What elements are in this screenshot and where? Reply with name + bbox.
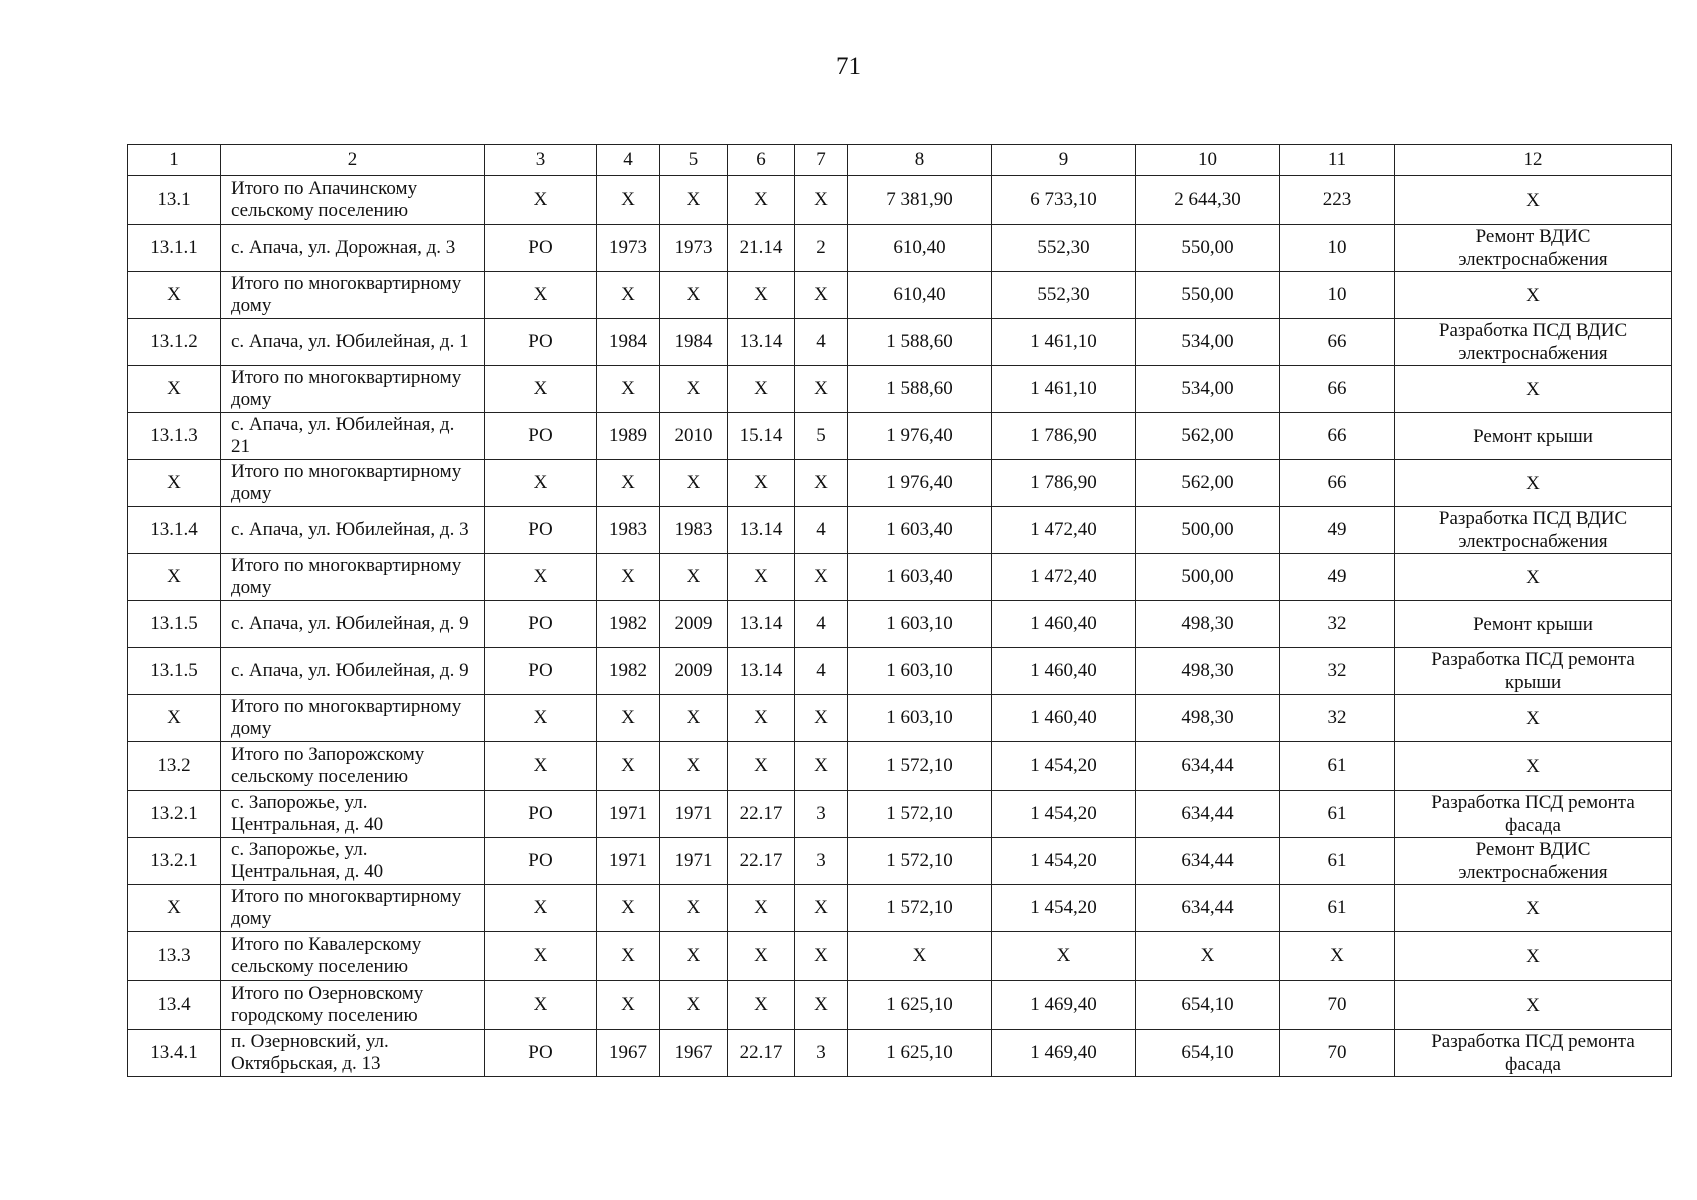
residents-cell: 32 <box>1280 601 1395 648</box>
work-type-cell: Разработка ПСД ВДИС электроснабжения <box>1395 507 1672 554</box>
column-number-header: 3 <box>485 145 597 176</box>
ownership-cell: X <box>485 742 597 791</box>
floors-cell: 3 <box>795 791 848 838</box>
work-type-cell: X <box>1395 554 1672 601</box>
table-row <box>128 272 1672 319</box>
year-built-cell: X <box>597 695 660 742</box>
year-built-cell: 1989 <box>597 413 660 460</box>
year-renovated-cell: 2009 <box>660 648 728 695</box>
year-renovated-cell: 2010 <box>660 413 728 460</box>
wall-material-cell: X <box>728 742 795 791</box>
year-built-cell: X <box>597 554 660 601</box>
table-row <box>128 981 1672 1030</box>
work-type-cell: X <box>1395 272 1672 319</box>
residents-cell: 49 <box>1280 507 1395 554</box>
cost-cell: 654,10 <box>1136 1030 1280 1077</box>
year-built-cell: 1973 <box>597 225 660 272</box>
ownership-cell: X <box>485 272 597 319</box>
year-built-cell: X <box>597 272 660 319</box>
wall-material-cell: X <box>728 932 795 981</box>
wall-material-cell: X <box>728 460 795 507</box>
row-number-cell: 13.2 <box>128 742 221 791</box>
year-built-cell: X <box>597 885 660 932</box>
cost-cell: 654,10 <box>1136 981 1280 1030</box>
column-number-header: 11 <box>1280 145 1395 176</box>
table-row <box>128 838 1672 885</box>
floors-cell: X <box>795 742 848 791</box>
year-renovated-cell: 1973 <box>660 225 728 272</box>
year-built-cell: 1971 <box>597 791 660 838</box>
year-renovated-cell: 2009 <box>660 601 728 648</box>
cost-cell: 550,00 <box>1136 225 1280 272</box>
residents-cell: 70 <box>1280 981 1395 1030</box>
wall-material-cell: 13.14 <box>728 319 795 366</box>
year-renovated-cell: X <box>660 460 728 507</box>
address-cell: Итого по многоквартирному дому <box>221 272 485 319</box>
wall-material-cell: 22.17 <box>728 1030 795 1077</box>
residents-cell: 61 <box>1280 742 1395 791</box>
cost-cell: 634,44 <box>1136 838 1280 885</box>
year-built-cell: X <box>597 366 660 413</box>
wall-material-cell: X <box>728 981 795 1030</box>
year-renovated-cell: 1983 <box>660 507 728 554</box>
address-cell: Итого по Озерновскому городскому поселению <box>221 981 485 1030</box>
row-number-cell: X <box>128 885 221 932</box>
address-cell: с. Апача, ул. Юбилейная, д. 1 <box>221 319 485 366</box>
year-renovated-cell: 1971 <box>660 838 728 885</box>
row-number-cell: 13.2.1 <box>128 791 221 838</box>
living-area-cell: 1 454,20 <box>992 791 1136 838</box>
row-number-cell: 13.4 <box>128 981 221 1030</box>
cost-cell: 498,30 <box>1136 695 1280 742</box>
year-renovated-cell: X <box>660 742 728 791</box>
ownership-cell: РО <box>485 838 597 885</box>
floors-cell: X <box>795 176 848 225</box>
ownership-cell: РО <box>485 319 597 366</box>
year-renovated-cell: X <box>660 366 728 413</box>
address-cell: Итого по многоквартирному дому <box>221 885 485 932</box>
ownership-cell: РО <box>485 601 597 648</box>
living-area-cell: 1 469,40 <box>992 981 1136 1030</box>
work-type-cell: Ремонт ВДИС электроснабжения <box>1395 225 1672 272</box>
column-number-header: 10 <box>1136 145 1280 176</box>
table-row <box>128 695 1672 742</box>
residents-cell: 66 <box>1280 319 1395 366</box>
floors-cell: 4 <box>795 507 848 554</box>
residents-cell: 66 <box>1280 366 1395 413</box>
column-number-header: 5 <box>660 145 728 176</box>
floors-cell: X <box>795 272 848 319</box>
total-area-cell: 1 603,40 <box>848 507 992 554</box>
table-row <box>128 932 1672 981</box>
row-number-cell: 13.1 <box>128 176 221 225</box>
cost-cell: 534,00 <box>1136 319 1280 366</box>
residents-cell: 66 <box>1280 413 1395 460</box>
table-row <box>128 413 1672 460</box>
ownership-cell: X <box>485 885 597 932</box>
total-area-cell: 1 572,10 <box>848 885 992 932</box>
cost-cell: 500,00 <box>1136 507 1280 554</box>
ownership-cell: X <box>485 460 597 507</box>
wall-material-cell: X <box>728 366 795 413</box>
table-row <box>128 225 1672 272</box>
year-renovated-cell: X <box>660 272 728 319</box>
ownership-cell: X <box>485 366 597 413</box>
total-area-cell: 1 603,10 <box>848 695 992 742</box>
cost-cell: 634,44 <box>1136 791 1280 838</box>
row-number-cell: 13.1.5 <box>128 648 221 695</box>
ownership-cell: X <box>485 981 597 1030</box>
column-number-header: 12 <box>1395 145 1672 176</box>
residents-cell: 61 <box>1280 791 1395 838</box>
year-renovated-cell: X <box>660 176 728 225</box>
wall-material-cell: 13.14 <box>728 601 795 648</box>
total-area-cell: 1 603,10 <box>848 648 992 695</box>
year-renovated-cell: 1971 <box>660 791 728 838</box>
residents-cell: 32 <box>1280 648 1395 695</box>
living-area-cell: 552,30 <box>992 272 1136 319</box>
cost-cell: 550,00 <box>1136 272 1280 319</box>
residents-cell: 66 <box>1280 460 1395 507</box>
floors-cell: 3 <box>795 838 848 885</box>
work-type-cell: X <box>1395 176 1672 225</box>
living-area-cell: 1 460,40 <box>992 601 1136 648</box>
year-built-cell: 1982 <box>597 648 660 695</box>
row-number-cell: X <box>128 272 221 319</box>
column-number-header: 1 <box>128 145 221 176</box>
total-area-cell: 1 588,60 <box>848 366 992 413</box>
address-cell: Итого по многоквартирному дому <box>221 554 485 601</box>
work-type-cell: Разработка ПСД ремонта фасада <box>1395 1030 1672 1077</box>
living-area-cell: 552,30 <box>992 225 1136 272</box>
work-type-cell: X <box>1395 932 1672 981</box>
total-area-cell: 1 625,10 <box>848 1030 992 1077</box>
ownership-cell: X <box>485 554 597 601</box>
row-number-cell: 13.3 <box>128 932 221 981</box>
total-area-cell: 1 603,10 <box>848 601 992 648</box>
address-cell: Итого по многоквартирному дому <box>221 695 485 742</box>
table-row <box>128 366 1672 413</box>
floors-cell: X <box>795 932 848 981</box>
cost-cell: 634,44 <box>1136 742 1280 791</box>
total-area-cell: 610,40 <box>848 225 992 272</box>
floors-cell: X <box>795 695 848 742</box>
living-area-cell: 1 786,90 <box>992 413 1136 460</box>
table-body <box>128 145 1672 1077</box>
work-type-cell: X <box>1395 981 1672 1030</box>
living-area-cell: 1 469,40 <box>992 1030 1136 1077</box>
page-number: 71 <box>836 53 861 80</box>
total-area-cell: 1 572,10 <box>848 742 992 791</box>
residents-cell: 32 <box>1280 695 1395 742</box>
living-area-cell: 6 733,10 <box>992 176 1136 225</box>
floors-cell: 4 <box>795 601 848 648</box>
living-area-cell: 1 454,20 <box>992 838 1136 885</box>
ownership-cell: X <box>485 695 597 742</box>
floors-cell: X <box>795 460 848 507</box>
column-number-header: 4 <box>597 145 660 176</box>
row-number-cell: X <box>128 366 221 413</box>
living-area-cell: 1 786,90 <box>992 460 1136 507</box>
table-row <box>128 507 1672 554</box>
floors-cell: 2 <box>795 225 848 272</box>
wall-material-cell: X <box>728 272 795 319</box>
total-area-cell: 1 588,60 <box>848 319 992 366</box>
living-area-cell: 1 454,20 <box>992 742 1136 791</box>
floors-cell: X <box>795 554 848 601</box>
table-row <box>128 460 1672 507</box>
year-renovated-cell: X <box>660 695 728 742</box>
total-area-cell: 610,40 <box>848 272 992 319</box>
year-built-cell: X <box>597 176 660 225</box>
floors-cell: 5 <box>795 413 848 460</box>
work-type-cell: X <box>1395 366 1672 413</box>
residents-cell: 61 <box>1280 838 1395 885</box>
column-number-header: 7 <box>795 145 848 176</box>
table-row <box>128 885 1672 932</box>
living-area-cell: 1 461,10 <box>992 319 1136 366</box>
year-built-cell: X <box>597 932 660 981</box>
year-built-cell: X <box>597 742 660 791</box>
wall-material-cell: 21.14 <box>728 225 795 272</box>
cost-cell: 498,30 <box>1136 648 1280 695</box>
table-row <box>128 601 1672 648</box>
ownership-cell: РО <box>485 507 597 554</box>
address-cell: с. Апача, ул. Юбилейная, д. 9 <box>221 648 485 695</box>
total-area-cell: 1 976,40 <box>848 460 992 507</box>
cost-cell: 634,44 <box>1136 885 1280 932</box>
table-row <box>128 1030 1672 1077</box>
work-type-cell: X <box>1395 460 1672 507</box>
year-built-cell: 1983 <box>597 507 660 554</box>
ownership-cell: РО <box>485 1030 597 1077</box>
column-number-header: 8 <box>848 145 992 176</box>
address-cell: Итого по Апачинскому сельскому поселению <box>221 176 485 225</box>
wall-material-cell: 22.17 <box>728 791 795 838</box>
row-number-cell: 13.1.2 <box>128 319 221 366</box>
residents-cell: 49 <box>1280 554 1395 601</box>
ownership-cell: РО <box>485 413 597 460</box>
living-area-cell: X <box>992 932 1136 981</box>
living-area-cell: 1 461,10 <box>992 366 1136 413</box>
living-area-cell: 1 472,40 <box>992 507 1136 554</box>
row-number-cell: X <box>128 554 221 601</box>
residents-cell: 10 <box>1280 272 1395 319</box>
floors-cell: 3 <box>795 1030 848 1077</box>
year-built-cell: 1971 <box>597 838 660 885</box>
row-number-cell: 13.1.5 <box>128 601 221 648</box>
cost-cell: 562,00 <box>1136 413 1280 460</box>
work-type-cell: Ремонт крыши <box>1395 413 1672 460</box>
residents-cell: X <box>1280 932 1395 981</box>
residents-cell: 61 <box>1280 885 1395 932</box>
cost-cell: 500,00 <box>1136 554 1280 601</box>
year-renovated-cell: X <box>660 981 728 1030</box>
residents-cell: 70 <box>1280 1030 1395 1077</box>
work-type-cell: X <box>1395 742 1672 791</box>
wall-material-cell: 13.14 <box>728 648 795 695</box>
row-number-cell: X <box>128 460 221 507</box>
address-cell: с. Апача, ул. Дорожная, д. 3 <box>221 225 485 272</box>
year-built-cell: X <box>597 460 660 507</box>
year-built-cell: 1982 <box>597 601 660 648</box>
work-type-cell: Разработка ПСД ремонта фасада <box>1395 791 1672 838</box>
total-area-cell: 1 603,40 <box>848 554 992 601</box>
column-number-header: 6 <box>728 145 795 176</box>
address-cell: с. Апача, ул. Юбилейная, д. 3 <box>221 507 485 554</box>
column-number-row <box>128 145 1672 176</box>
total-area-cell: 1 572,10 <box>848 791 992 838</box>
living-area-cell: 1 454,20 <box>992 885 1136 932</box>
cost-cell: 562,00 <box>1136 460 1280 507</box>
year-built-cell: 1984 <box>597 319 660 366</box>
floors-cell: 4 <box>795 319 848 366</box>
total-area-cell: 7 381,90 <box>848 176 992 225</box>
address-cell: п. Озерновский, ул. Октябрьская, д. 13 <box>221 1030 485 1077</box>
year-renovated-cell: X <box>660 885 728 932</box>
work-type-cell: Ремонт крыши <box>1395 601 1672 648</box>
wall-material-cell: X <box>728 695 795 742</box>
ownership-cell: X <box>485 176 597 225</box>
residents-cell: 10 <box>1280 225 1395 272</box>
column-number-header: 2 <box>221 145 485 176</box>
cost-cell: 2 644,30 <box>1136 176 1280 225</box>
year-renovated-cell: 1967 <box>660 1030 728 1077</box>
table-row <box>128 791 1672 838</box>
total-area-cell: 1 572,10 <box>848 838 992 885</box>
residents-cell: 223 <box>1280 176 1395 225</box>
wall-material-cell: X <box>728 885 795 932</box>
address-cell: Итого по многоквартирному дому <box>221 460 485 507</box>
total-area-cell: 1 625,10 <box>848 981 992 1030</box>
row-number-cell: 13.2.1 <box>128 838 221 885</box>
cost-cell: 534,00 <box>1136 366 1280 413</box>
address-cell: с. Апача, ул. Юбилейная, д. 21 <box>221 413 485 460</box>
wall-material-cell: 13.14 <box>728 507 795 554</box>
year-renovated-cell: 1984 <box>660 319 728 366</box>
work-type-cell: X <box>1395 695 1672 742</box>
floors-cell: X <box>795 885 848 932</box>
work-type-cell: Разработка ПСД ВДИС электроснабжения <box>1395 319 1672 366</box>
wall-material-cell: 15.14 <box>728 413 795 460</box>
table-row <box>128 176 1672 225</box>
row-number-cell: 13.4.1 <box>128 1030 221 1077</box>
address-cell: Итого по Запорожскому сельскому поселению <box>221 742 485 791</box>
living-area-cell: 1 460,40 <box>992 648 1136 695</box>
year-built-cell: X <box>597 981 660 1030</box>
wall-material-cell: 22.17 <box>728 838 795 885</box>
work-type-cell: X <box>1395 885 1672 932</box>
wall-material-cell: X <box>728 554 795 601</box>
floors-cell: 4 <box>795 648 848 695</box>
address-cell: Итого по Кавалерскому сельскому поселению <box>221 932 485 981</box>
wall-material-cell: X <box>728 176 795 225</box>
address-cell: Итого по многоквартирному дому <box>221 366 485 413</box>
living-area-cell: 1 460,40 <box>992 695 1136 742</box>
address-cell: с. Запорожье, ул. Центральная, д. 40 <box>221 838 485 885</box>
cost-cell: 498,30 <box>1136 601 1280 648</box>
table-row <box>128 319 1672 366</box>
ownership-cell: РО <box>485 791 597 838</box>
ownership-cell: РО <box>485 225 597 272</box>
living-area-cell: 1 472,40 <box>992 554 1136 601</box>
row-number-cell: 13.1.3 <box>128 413 221 460</box>
floors-cell: X <box>795 981 848 1030</box>
table-row <box>128 648 1672 695</box>
floors-cell: X <box>795 366 848 413</box>
year-renovated-cell: X <box>660 932 728 981</box>
work-type-cell: Ремонт ВДИС электроснабжения <box>1395 838 1672 885</box>
year-built-cell: 1967 <box>597 1030 660 1077</box>
ownership-cell: РО <box>485 648 597 695</box>
address-cell: с. Запорожье, ул. Центральная, д. 40 <box>221 791 485 838</box>
row-number-cell: 13.1.4 <box>128 507 221 554</box>
repair-registry-table <box>127 144 1672 1077</box>
table-row <box>128 554 1672 601</box>
year-renovated-cell: X <box>660 554 728 601</box>
total-area-cell: X <box>848 932 992 981</box>
column-number-header: 9 <box>992 145 1136 176</box>
row-number-cell: X <box>128 695 221 742</box>
row-number-cell: 13.1.1 <box>128 225 221 272</box>
total-area-cell: 1 976,40 <box>848 413 992 460</box>
address-cell: с. Апача, ул. Юбилейная, д. 9 <box>221 601 485 648</box>
cost-cell: X <box>1136 932 1280 981</box>
table-row <box>128 742 1672 791</box>
ownership-cell: X <box>485 932 597 981</box>
work-type-cell: Разработка ПСД ремонта крыши <box>1395 648 1672 695</box>
